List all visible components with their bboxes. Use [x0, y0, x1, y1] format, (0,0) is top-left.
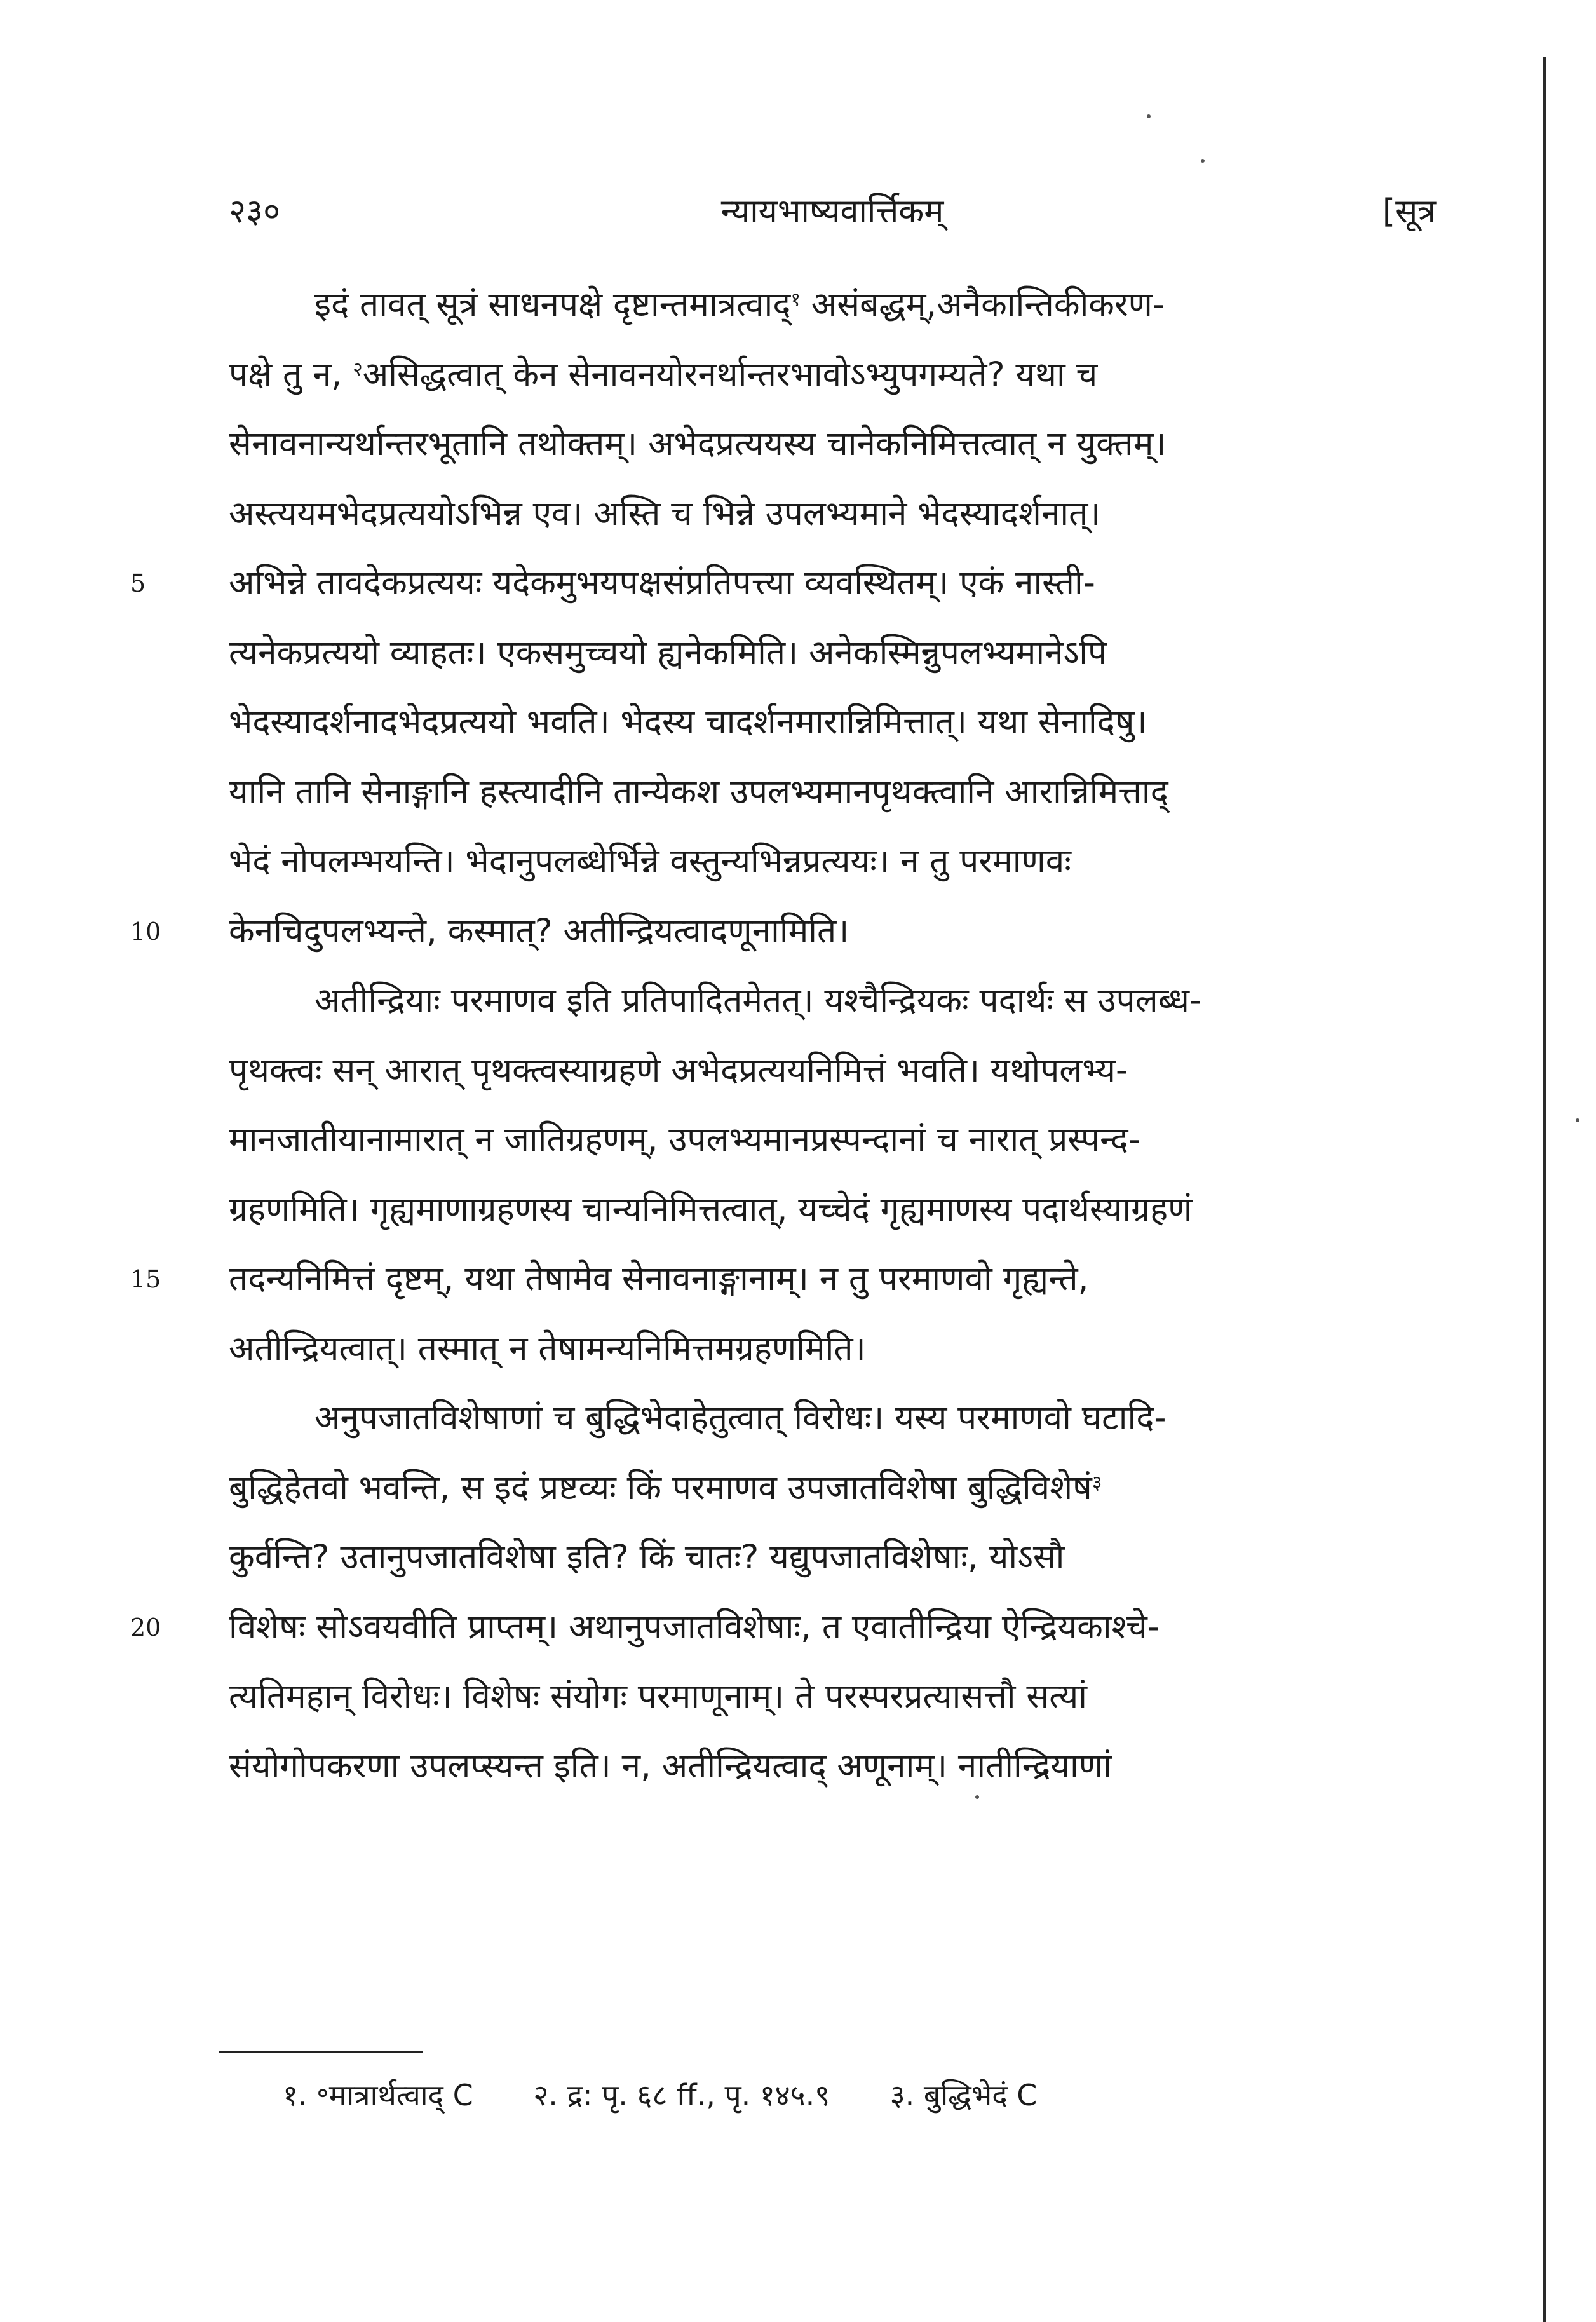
page-title: न्यायभाष्यवार्त्तिकम् [720, 193, 944, 231]
footnote-3: ३. बुद्धिभेदं C [889, 2078, 1038, 2112]
line-number: 15 [130, 1265, 161, 1293]
page-spine-shadow [1543, 57, 1546, 2322]
text-line-content: त्यतिमहान् विरोधः। विशेषः संयोगः परमाणूनाम्। ते परस्परप्रत्यासत्तौ सत्यां [229, 1677, 1088, 1716]
text-line-content: बुद्धिहेतवो भवन्ति, स इदं प्रष्टव्यः किं परमाणव उपजातविशेषा बुद्धिविशेषं [229, 1468, 1092, 1507]
text-line-content: पक्षे तु न, [229, 355, 353, 394]
scan-speck [1576, 1118, 1579, 1122]
text-line [229, 1599, 1436, 1656]
text-line [229, 1111, 1436, 1169]
text-line-content: पृथक्त्वः सन् आरात् पृथक्त्वस्याग्रहणे अभेदप्रत्ययनिमित्तं भवति। यथोपलभ्य- [229, 1050, 1128, 1090]
text-line-content: अस्त्ययमभेदप्रत्ययोऽभिन्न एव। अस्ति च भिन्ने उपलभ्यमाने भेदस्यादर्शनात्। [229, 494, 1101, 533]
footnote-divider [219, 2051, 423, 2053]
footnote-2: २. द्र: पृ. ६८ ff., पृ. १४५.९ [533, 2078, 830, 2112]
text-line-content: भेदं नोपलम्भयन्ति। भेदानुपलब्धेर्भिन्ने वस्तुन्यभिन्नप्रत्ययः। न तु परमाणवः [229, 842, 1071, 881]
footnote-1: १. ॰मात्रार्थत्वाद् C [283, 2078, 473, 2112]
footnote-marker: १ [790, 289, 801, 311]
text-line [229, 555, 1436, 612]
text-line-content: तदन्यनिमित्तं दृष्टम्, यथा तेषामेव सेनावनाङ्गानाम्। न तु परमाणवो गृह्यन्ते, [229, 1259, 1089, 1298]
text-line [229, 972, 1522, 1029]
text-line-content: ग्रहणमिति। गृह्यमाणाग्रहणस्य चान्यनिमित्तत्वात्, यच्चेदं गृह्यमाणस्य पदार्थस्याग्रहणं [229, 1190, 1193, 1229]
text-line [229, 694, 1436, 751]
text-line [229, 485, 1436, 543]
text-line [229, 1460, 1436, 1517]
text-line-content: कुर्वन्ति? उतानुपजातविशेषा इति? किं चातः? यद्युपजातविशेषाः, योऽसौ [229, 1538, 1065, 1577]
text-line [229, 1529, 1436, 1586]
text-line [229, 346, 1436, 404]
text-line-content: भेदस्यादर्शनादभेदप्रत्ययो भवति। भेदस्य चादर्शनमारान्निमित्तात्। यथा सेनादिषु। [229, 703, 1147, 742]
text-line [229, 764, 1436, 821]
text-line [229, 903, 1436, 960]
text-line-content: अभिन्ने तावदेकप्रत्ययः यदेकमुभयपक्षसंप्रतिपत्त्या व्यवस्थितम्। एकं नास्ती- [229, 564, 1095, 602]
text-line-content: अतीन्द्रियत्वात्। तस्मात् न तेषामन्यनिमित्तमग्रहणमिति। [229, 1329, 866, 1368]
text-line-content: अतीन्द्रियाः परमाणव इति प्रतिपादितमेतत्। यश्चैन्द्रियकः पदार्थः स उपलब्ध- [314, 981, 1202, 1020]
scan-speck [1201, 159, 1205, 163]
line-number: 5 [130, 569, 146, 597]
text-line-content: अनुपजातविशेषाणां च बुद्धिभेदाहेतुत्वात् विरोधः। यस्य परमाणवो घटादि- [314, 1399, 1167, 1437]
text-line [229, 276, 1522, 334]
text-line-content: मानजातीयानामारात् न जातिग्रहणम्, उपलभ्यमानप्रस्पन्दानां च नारात् प्रस्पन्द- [229, 1120, 1140, 1159]
footnote-marker: ३ [1092, 1471, 1102, 1494]
text-line-continuation: असिद्धत्वात् केन सेनावनयोरनर्थान्तरभावोऽभ्युपगम्यते? यथा च [362, 355, 1098, 394]
text-line-content: इदं तावत् सूत्रं साधनपक्षे दृष्टान्तमात्रत्वाद् [314, 285, 791, 324]
text-line [229, 1738, 1436, 1795]
text-line [229, 1042, 1436, 1099]
text-line [229, 1321, 1436, 1378]
line-number: 10 [130, 917, 161, 946]
text-line [229, 625, 1436, 682]
section-label: [सूत्र [1382, 193, 1436, 231]
text-line [229, 416, 1436, 473]
scan-speck [975, 1795, 979, 1799]
text-line-content: केनचिदुपलभ्यन्ते, कस्मात्? अतीन्द्रियत्वादणूनामिति। [229, 911, 849, 951]
line-number: 20 [130, 1613, 161, 1641]
text-line-content: संयोगोपकरणा उपलप्स्यन्त इति। न, अतीन्द्रियत्वाद् अणूनाम्। नातीन्द्रियाणां [229, 1746, 1112, 1786]
text-line [229, 1390, 1522, 1447]
text-line [229, 833, 1436, 890]
text-line-content: विशेषः सोऽवयवीति प्राप्तम्। अथानुपजातविशेषाः, त एवातीन्द्रिया ऐन्द्रियकाश्चे- [229, 1607, 1160, 1646]
text-line-content: सेनावनान्यर्थान्तरभूतानि तथोक्तम्। अभेदप्रत्ययस्य चानेकनिमित्तत्वात् न युक्तम्। [229, 424, 1167, 463]
text-line [229, 1668, 1436, 1725]
text-line-content: यानि तानि सेनाङ्गानि हस्त्यादीनि तान्येकश उपलभ्यमानपृथक्त्वानि आरान्निमित्ताद् [229, 772, 1168, 811]
running-header [229, 187, 1436, 238]
text-line-content: त्यनेकप्रत्ययो व्याहतः। एकसमुच्चयो ह्यनेकमिति। अनेकस्मिन्नुपलभ्यमानेऽपि [229, 633, 1107, 672]
footnote-marker: २ [353, 358, 363, 381]
page-number: २३० [229, 193, 281, 231]
text-line [229, 1251, 1436, 1308]
text-line-continuation: असंबद्धम्,अनैकान्तिकीकरण- [800, 285, 1165, 324]
text-line [229, 1181, 1436, 1239]
footnotes [283, 2075, 1088, 2114]
scan-speck [1147, 114, 1151, 118]
